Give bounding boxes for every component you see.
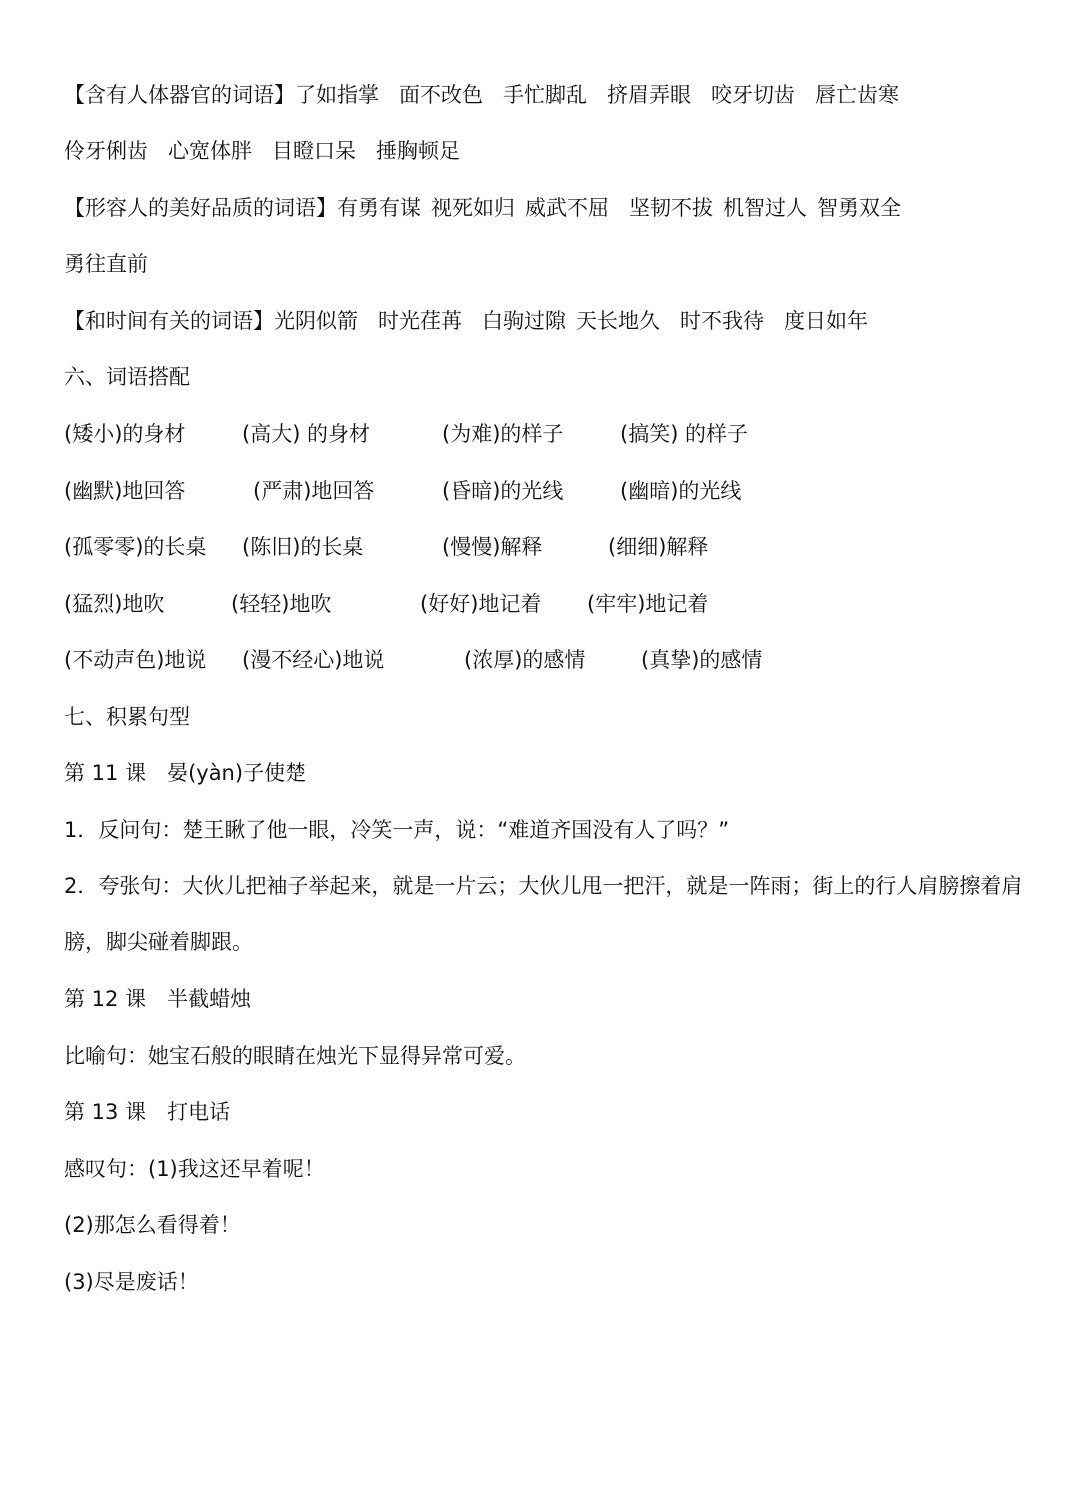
collocation-item: (轻轻)地吹	[231, 592, 332, 616]
collocation-item: (猛烈)地吹	[64, 592, 165, 616]
section-six-title: 六、词语搭配	[64, 365, 190, 389]
vocab-word: 唇亡齿寒	[815, 83, 899, 107]
vocab-line-qualities-2	[64, 249, 148, 279]
vocab-word: 光阴似箭	[274, 309, 358, 333]
vocab-word: 机智过人	[723, 196, 807, 220]
collocation-item: (高大) 的身材	[242, 422, 371, 446]
collocation-item: (孤零零)的长桌	[64, 535, 207, 559]
vocab-word: 视死如归	[431, 196, 515, 220]
vocab-word: 面不改色	[399, 83, 483, 107]
lesson-12-item-1: 比喻句：她宝石般的眼睛在烛光下显得异常可爱。	[64, 1044, 526, 1068]
vocab-line-organs-2	[64, 136, 460, 166]
collocation-item: (为难)的样子	[442, 422, 564, 446]
lesson-13-item-3: (3)尽是废话！	[64, 1270, 199, 1294]
vocab-word: 白驹过隙	[482, 309, 566, 333]
vocab-word: 挤眉弄眼	[607, 83, 691, 107]
vocab-word: 伶牙俐齿	[64, 139, 148, 163]
vocab-word: 手忙脚乱	[503, 83, 587, 107]
lesson-13-item-2: (2)那怎么看得着！	[64, 1213, 241, 1237]
vocab-word: 智勇双全	[817, 196, 901, 220]
collocation-item: (幽默)地回答	[64, 479, 186, 503]
lesson-11-heading: 第 11 课 晏(yàn)子使楚	[64, 761, 307, 785]
lesson-11-item-2: 2．夸张句：大伙儿把袖子举起来，就是一片云；大伙儿甩一把汗，就是一阵雨；街上的行人肩膀擦着肩膀，脚尖碰着脚跟。	[64, 874, 1023, 954]
vocab-category-time: 【和时间有关的词语】	[64, 309, 274, 333]
vocab-word: 坚韧不拔	[629, 196, 713, 220]
collocation-item: (陈旧)的长桌	[242, 535, 364, 559]
vocab-line-time	[64, 306, 868, 336]
vocab-word: 目瞪口呆	[272, 139, 356, 163]
collocation-item: (矮小)的身材	[64, 422, 186, 446]
collocation-item: (慢慢)解释	[442, 535, 543, 559]
vocab-word: 有勇有谋	[337, 196, 421, 220]
vocab-word: 捶胸顿足	[376, 139, 460, 163]
vocab-word: 咬牙切齿	[711, 83, 795, 107]
collocation-item: (牢牢)地记着	[587, 592, 709, 616]
vocab-word: 威武不屈	[525, 196, 609, 220]
lesson-12-heading: 第 12 课 半截蜡烛	[64, 987, 252, 1011]
vocab-category-organs: 【含有人体器官的词语】	[64, 83, 295, 107]
lesson-11-item-1: 1．反问句：楚王瞅了他一眼，冷笑一声，说：“难道齐国没有人了吗？”	[64, 818, 730, 842]
vocab-word: 时光荏苒	[378, 309, 462, 333]
vocab-word: 度日如年	[784, 309, 868, 333]
collocation-item: (漫不经心)地说	[242, 648, 385, 672]
vocab-line-qualities-1	[64, 193, 901, 223]
collocation-item: (搞笑) 的样子	[620, 422, 749, 446]
lesson-13-heading: 第 13 课 打电话	[64, 1100, 231, 1124]
vocab-word: 时不我待	[680, 309, 764, 333]
vocab-word: 心宽体胖	[168, 139, 252, 163]
collocation-item: (不动声色)地说	[64, 648, 207, 672]
vocab-word: 了如指掌	[295, 83, 379, 107]
section-seven-title: 七、积累句型	[64, 705, 190, 729]
collocation-item: (好好)地记着	[420, 592, 542, 616]
vocab-word: 勇往直前	[64, 252, 148, 276]
vocab-line-organs-1	[64, 80, 899, 110]
lesson-13-item-1: 感叹句：(1)我这还早着呢！	[64, 1157, 325, 1181]
collocation-item: (细细)解释	[608, 535, 709, 559]
collocation-item: (浓厚)的感情	[464, 648, 586, 672]
collocation-item: (昏暗)的光线	[442, 479, 564, 503]
vocab-word: 天长地久	[576, 309, 660, 333]
collocation-item: (严肃)地回答	[253, 479, 375, 503]
collocation-item: (真挚)的感情	[641, 648, 763, 672]
vocab-category-qualities: 【形容人的美好品质的词语】	[64, 196, 337, 220]
collocation-item: (幽暗)的光线	[620, 479, 742, 503]
